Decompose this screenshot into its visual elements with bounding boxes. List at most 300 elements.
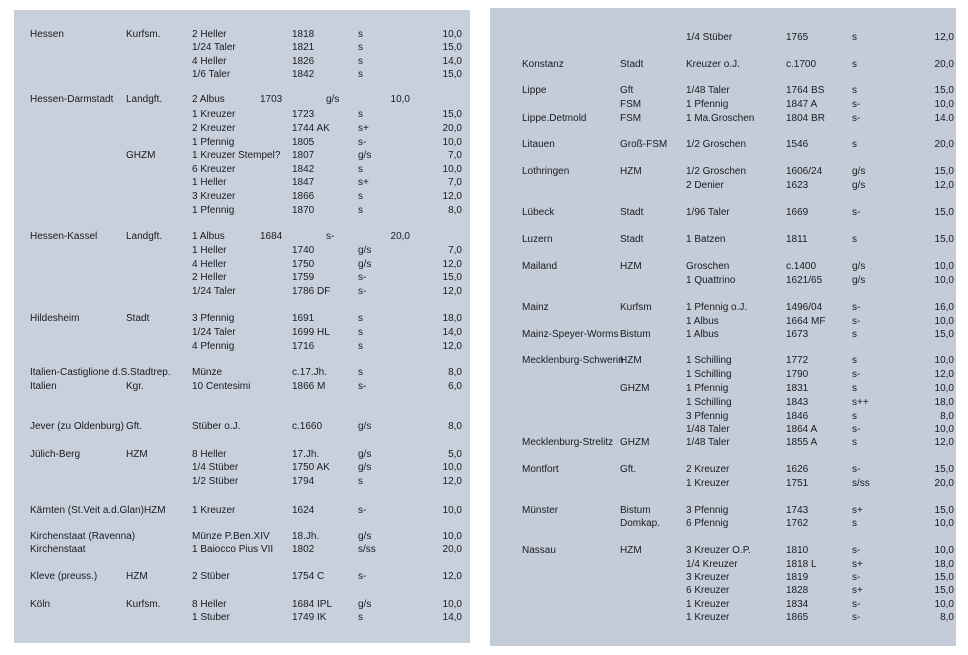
cell-type: Gft — [620, 85, 634, 96]
cell-coin: 2 Denier — [686, 180, 724, 191]
cell-region: Litauen — [522, 139, 555, 150]
catalog-row — [14, 28, 470, 41]
cell-grade: s — [358, 205, 363, 216]
cell-coin: Münze — [192, 367, 223, 378]
cell-coin: 8 Heller — [192, 599, 227, 610]
catalog-row — [14, 420, 470, 433]
cell-grade: g/s — [358, 531, 372, 542]
cell-coin: 1 Pfennig — [686, 99, 729, 110]
cell-year: 1743 — [786, 505, 809, 516]
cell-price: 20,0 — [442, 544, 462, 555]
catalog-row — [490, 301, 956, 314]
catalog-row — [14, 176, 470, 189]
cell-grade: s/ss — [358, 544, 376, 555]
cell-year: c.1700 — [786, 59, 817, 70]
cell-year: 1754 C — [292, 571, 325, 582]
cell-price: 5,0 — [448, 449, 462, 460]
cell-year: 1804 BR — [786, 113, 825, 124]
cell-type: HZM — [620, 166, 642, 177]
catalog-row — [490, 463, 956, 476]
cell-grade: s — [358, 341, 363, 352]
catalog-row — [490, 368, 956, 381]
cell-grade: s — [358, 313, 363, 324]
cell-grade: s — [852, 329, 857, 340]
cell-grade: s- — [852, 424, 861, 435]
cell-region: Italien — [30, 381, 57, 392]
cell-coin: 1 Ma.Groschen — [686, 113, 755, 124]
catalog-row — [490, 558, 956, 571]
cell-region: Mecklenburg-Strelitz — [522, 437, 614, 448]
cell-price: 6,0 — [448, 381, 462, 392]
cell-type: FSM — [620, 99, 642, 110]
cell-price: 14,0 — [442, 612, 462, 623]
cell-type: Landgft. — [126, 94, 163, 105]
cell-grade: s — [358, 69, 363, 80]
cell-type: Gft. — [126, 421, 143, 432]
cell-coin: 1 Quattrino — [686, 275, 736, 286]
catalog-row — [14, 230, 470, 243]
cell-region: Lippe.Detmold — [522, 113, 587, 124]
cell-price: 15,0 — [934, 464, 954, 475]
catalog-row — [490, 58, 956, 71]
cell-coin: 1 Albus — [192, 231, 225, 242]
catalog-row — [490, 274, 956, 287]
cell-coin: 2 Stüber — [192, 571, 230, 582]
cell-coin: 2 Albus — [192, 94, 225, 105]
cell-type: HZM — [620, 545, 642, 556]
cell-price: 15,0 — [934, 329, 954, 340]
catalog-row — [490, 423, 956, 436]
cell-grade: g/s — [852, 275, 866, 286]
catalog-row — [14, 340, 470, 353]
catalog-row — [14, 271, 470, 284]
catalog-row — [490, 84, 956, 97]
cell-year: 1842 — [292, 164, 315, 175]
catalog-row — [14, 149, 470, 162]
cell-type: HZM — [620, 261, 642, 272]
catalog-row — [490, 504, 956, 517]
cell-price: 18,0 — [934, 397, 954, 408]
catalog-page-right — [490, 8, 956, 646]
cell-price: 10,0 — [934, 261, 954, 272]
cell-coin: 1 Heller — [192, 245, 227, 256]
catalog-row — [14, 504, 470, 517]
cell-coin: 1/4 Kreuzer — [686, 559, 738, 570]
cell-region: Kleve (preuss.) — [30, 571, 98, 582]
cell-grade: s — [358, 476, 363, 487]
catalog-row — [14, 285, 470, 298]
cell-coin: 1 Schilling — [686, 369, 732, 380]
cell-year: 1546 — [786, 139, 809, 150]
cell-type: HZM — [126, 449, 148, 460]
cell-price: 10,0 — [934, 424, 954, 435]
cell-year: 1847 — [292, 177, 315, 188]
cell-price: 12,0 — [442, 286, 462, 297]
cell-coin: 3 Kreuzer — [686, 572, 730, 583]
cell-coin: 1/96 Taler — [686, 207, 730, 218]
cell-coin: 6 Kreuzer — [686, 585, 730, 596]
cell-price: 15,0 — [934, 166, 954, 177]
cell-price: 10,0 — [934, 599, 954, 610]
cell-region: Italien-Castiglione d.S.Stadtrep. — [30, 367, 171, 378]
cell-region: Lippe — [522, 85, 547, 96]
cell-coin: 1 Schilling — [686, 397, 732, 408]
cell-price: 8,0 — [448, 205, 462, 216]
catalog-row — [14, 258, 470, 271]
cell-grade: g/s — [852, 166, 866, 177]
cell-year: c.1400 — [786, 261, 817, 272]
cell-price: 15,0 — [442, 69, 462, 80]
cell-grade: s- — [852, 464, 861, 475]
cell-coin: 1/24 Taler — [192, 286, 236, 297]
catalog-row — [490, 206, 956, 219]
catalog-row — [14, 543, 470, 556]
cell-price: 12,0 — [934, 32, 954, 43]
cell-coin: 1 Pfennig — [192, 137, 235, 148]
cell-price: 15,0 — [934, 505, 954, 516]
cell-year: 1764 BS — [786, 85, 825, 96]
cell-price: 15,0 — [442, 272, 462, 283]
catalog-row — [490, 98, 956, 111]
catalog-row — [14, 380, 470, 393]
cell-price: 10,0 — [442, 462, 462, 473]
catalog-row — [490, 598, 956, 611]
cell-year: 1765 — [786, 32, 809, 43]
cell-price: 12,0 — [442, 476, 462, 487]
cell-region: Hessen-Darmstadt — [30, 94, 114, 105]
cell-coin: 1 Kreuzer — [686, 612, 730, 623]
cell-grade: s — [852, 411, 857, 422]
cell-year: 1847 A — [786, 99, 818, 110]
cell-year: 1750 — [292, 259, 315, 270]
cell-region: Konstanz — [522, 59, 564, 70]
cell-price: 7,0 — [448, 177, 462, 188]
catalog-row — [490, 477, 956, 490]
cell-price: 10,0 — [934, 545, 954, 556]
cell-grade: g/s — [358, 449, 372, 460]
cell-year: 1828 — [786, 585, 809, 596]
cell-grade: g/s — [852, 261, 866, 272]
catalog-row — [490, 165, 956, 178]
cell-year: 1826 — [292, 56, 315, 67]
cell-price: 15,0 — [934, 234, 954, 245]
cell-grade: s- — [852, 302, 861, 313]
cell-year: 1623 — [786, 180, 809, 191]
cell-price: 10,0 — [934, 275, 954, 286]
cell-price: 10,0 — [442, 599, 462, 610]
catalog-row — [490, 328, 956, 341]
cell-coin: 1 Pfennig o.J. — [686, 302, 748, 313]
cell-coin: 4 Heller — [192, 56, 227, 67]
cell-grade: s+ — [358, 177, 369, 188]
cell-coin: 1 Batzen — [686, 234, 726, 245]
cell-grade: s- — [852, 99, 861, 110]
catalog-row — [14, 122, 470, 135]
catalog-row — [14, 93, 470, 106]
cell-grade: s- — [852, 316, 861, 327]
cell-grade: g/s — [358, 421, 372, 432]
cell-price: 18,0 — [934, 559, 954, 570]
cell-price: 10,0 — [442, 505, 462, 516]
cell-year: 1846 — [786, 411, 809, 422]
cell-type: Kurfsm. — [126, 599, 161, 610]
catalog-row — [490, 179, 956, 192]
cell-coin: 1/2 Groschen — [686, 166, 747, 177]
cell-coin: 1 Schilling — [686, 355, 732, 366]
catalog-row — [14, 448, 470, 461]
cell-price: 10,0 — [390, 94, 410, 105]
cell-coin: 1/2 Stüber — [192, 476, 239, 487]
catalog-row — [14, 475, 470, 488]
cell-year: 1790 — [786, 369, 809, 380]
cell-price: 8,0 — [448, 421, 462, 432]
cell-grade: s- — [358, 505, 367, 516]
catalog-row — [490, 31, 956, 44]
cell-year: c.17.Jh. — [292, 367, 328, 378]
cell-type: GHZM — [620, 437, 650, 448]
cell-coin: 2 Heller — [192, 29, 227, 40]
catalog-row — [14, 570, 470, 583]
cell-price: 12,0 — [934, 369, 954, 380]
cell-price: 20,0 — [934, 59, 954, 70]
cell-coin: 1/4 Stüber — [686, 32, 733, 43]
cell-type: Kurfsm. — [126, 29, 161, 40]
cell-year: 1750 AK — [292, 462, 330, 473]
cell-year: 1762 — [786, 518, 809, 529]
catalog-row — [490, 260, 956, 273]
cell-coin: 1 Albus — [686, 329, 719, 340]
cell-price: 7,0 — [448, 245, 462, 256]
cell-grade: s — [358, 109, 363, 120]
cell-grade: s — [358, 29, 363, 40]
cell-region: Nassau — [522, 545, 556, 556]
catalog-row — [14, 108, 470, 121]
catalog-row — [490, 517, 956, 530]
cell-year: 1811 — [786, 234, 808, 245]
cell-grade: s++ — [852, 397, 869, 408]
cell-price: 10,0 — [442, 29, 462, 40]
cell-region: Jever (zu Oldenburg) — [30, 421, 124, 432]
cell-type: Stadt — [620, 234, 644, 245]
cell-year: 1821 — [292, 42, 315, 53]
catalog-row — [14, 68, 470, 81]
cell-year: 1621/65 — [786, 275, 823, 286]
cell-region: Kirchenstaat (Ravenna) — [30, 531, 136, 542]
cell-year: 1723 — [292, 109, 315, 120]
cell-grade: s — [852, 355, 857, 366]
cell-region: Kirchenstaat — [30, 544, 86, 555]
catalog-row — [490, 544, 956, 557]
cell-price: 7,0 — [448, 150, 462, 161]
cell-region: Mainz — [522, 302, 549, 313]
cell-year: 17.Jh. — [292, 449, 320, 460]
cell-price: 10,0 — [442, 164, 462, 175]
cell-region: Münster — [522, 505, 559, 516]
cell-price: 12,0 — [934, 180, 954, 191]
cell-type: Groß-FSM — [620, 139, 668, 150]
cell-price: 10,0 — [934, 518, 954, 529]
cell-grade: s — [358, 56, 363, 67]
cell-region: Luzern — [522, 234, 553, 245]
cell-grade: s- — [852, 612, 861, 623]
cell-price: 8,0 — [940, 411, 954, 422]
cell-coin: Groschen — [686, 261, 730, 272]
cell-year: 1866 M — [292, 381, 326, 392]
cell-type: Landgft. — [126, 231, 163, 242]
cell-year: 1749 IK — [292, 612, 327, 623]
cell-type: HZM — [620, 355, 642, 366]
cell-coin: 3 Kreuzer — [192, 191, 236, 202]
cell-coin: 1/6 Taler — [192, 69, 231, 80]
cell-grade: s — [852, 518, 857, 529]
cell-grade: g/s — [358, 462, 372, 473]
cell-year: 1673 — [786, 329, 809, 340]
cell-grade: s — [358, 42, 363, 53]
cell-year: 1818 L — [786, 559, 817, 570]
cell-year: 1626 — [786, 464, 809, 475]
catalog-row — [490, 382, 956, 395]
cell-price: 16,0 — [934, 302, 954, 313]
cell-year: 1669 — [786, 207, 809, 218]
cell-grade: s+ — [852, 559, 863, 570]
cell-type: Bistum — [620, 329, 651, 340]
cell-price: 10,0 — [934, 383, 954, 394]
cell-region: Kärnten (St.Veit a.d.Glan)HZM — [30, 505, 166, 516]
cell-year: 1864 A — [786, 424, 818, 435]
cell-year: 1834 — [786, 599, 809, 610]
catalog-row — [490, 436, 956, 449]
cell-grade: s- — [358, 286, 367, 297]
cell-year: 1786 DF — [292, 286, 331, 297]
cell-year: 1751 — [786, 478, 809, 489]
cell-type: Gft. — [620, 464, 637, 475]
cell-price: 12,0 — [934, 437, 954, 448]
cell-grade: s/ss — [852, 478, 870, 489]
cell-price: 20,0 — [934, 478, 954, 489]
cell-price: 10,0 — [934, 99, 954, 110]
cell-type: Kgr. — [126, 381, 144, 392]
catalog-row — [14, 611, 470, 624]
cell-year: 1870 — [292, 205, 315, 216]
cell-year: 1772 — [786, 355, 809, 366]
cell-region: Montfort — [522, 464, 559, 475]
cell-grade: g/s — [358, 599, 372, 610]
cell-region: Mailand — [522, 261, 558, 272]
cell-coin: Kreuzer o.J. — [686, 59, 740, 70]
catalog-page-left — [14, 10, 470, 643]
cell-region: Hessen-Kassel — [30, 231, 98, 242]
cell-price: 14,0 — [442, 327, 462, 338]
cell-type: Domkap. — [620, 518, 661, 529]
cell-price: 14,0 — [442, 56, 462, 67]
cell-grade: s — [852, 437, 857, 448]
catalog-row — [14, 204, 470, 217]
catalog-row — [14, 598, 470, 611]
cell-coin: 1 Albus — [686, 316, 719, 327]
catalog-row — [490, 354, 956, 367]
cell-grade: s- — [852, 572, 861, 583]
cell-region: Köln — [30, 599, 51, 610]
cell-coin: 1 Kreuzer — [686, 478, 730, 489]
cell-price: 20,0 — [390, 231, 410, 242]
cell-price: 15,0 — [442, 42, 462, 53]
cell-coin: 6 Kreuzer — [192, 164, 236, 175]
cell-year: 1807 — [292, 150, 315, 161]
cell-grade: s — [852, 383, 857, 394]
cell-grade: g/s — [358, 150, 372, 161]
cell-coin: 1/4 Stüber — [192, 462, 239, 473]
cell-grade: s — [358, 191, 363, 202]
cell-type: Stadt — [620, 207, 644, 218]
catalog-row — [14, 163, 470, 176]
cell-coin: 1/48 Taler — [686, 437, 730, 448]
cell-grade: s — [358, 612, 363, 623]
cell-coin: 8 Heller — [192, 449, 227, 460]
cell-grade: g/s — [358, 259, 372, 270]
cell-coin: 2 Kreuzer — [686, 464, 730, 475]
catalog-row — [14, 530, 470, 543]
catalog-row — [490, 584, 956, 597]
cell-grade: s- — [852, 207, 861, 218]
cell-coin: 6 Pfennig — [686, 518, 729, 529]
cell-grade: s — [852, 32, 857, 43]
catalog-row — [490, 233, 956, 246]
cell-grade: s+ — [852, 585, 863, 596]
cell-coin: 3 Kreuzer O.P. — [686, 545, 751, 556]
cell-grade: s — [358, 164, 363, 175]
cell-coin: 1/24 Taler — [192, 42, 236, 53]
cell-coin: 1 Kreuzer — [192, 109, 236, 120]
cell-region: Hildesheim — [30, 313, 80, 324]
cell-coin: 1 Baiocco Pius VII — [192, 544, 274, 555]
cell-region: Jülich-Berg — [30, 449, 81, 460]
cell-grade: s- — [852, 545, 861, 556]
catalog-row — [490, 571, 956, 584]
catalog-row — [14, 55, 470, 68]
cell-year: 1855 A — [786, 437, 818, 448]
cell-year: c.1660 — [292, 421, 323, 432]
cell-year: 1802 — [292, 544, 315, 555]
catalog-row — [14, 366, 470, 379]
cell-year: 1684 — [260, 231, 283, 242]
cell-grade: s — [852, 85, 857, 96]
cell-grade: s- — [852, 369, 861, 380]
catalog-row — [490, 138, 956, 151]
cell-coin: 1 Pfennig — [686, 383, 729, 394]
cell-type: Stadt — [126, 313, 150, 324]
catalog-row — [14, 312, 470, 325]
cell-year: 1865 — [786, 612, 809, 623]
cell-coin: 4 Pfennig — [192, 341, 235, 352]
cell-type: Bistum — [620, 505, 651, 516]
catalog-row — [14, 326, 470, 339]
cell-price: 20,0 — [934, 139, 954, 150]
cell-price: 18,0 — [442, 313, 462, 324]
cell-year: 1831 — [786, 383, 809, 394]
cell-year: 1684 IPL — [292, 599, 333, 610]
cell-year: 1805 — [292, 137, 315, 148]
cell-grade: s- — [358, 381, 367, 392]
cell-coin: 3 Pfennig — [192, 313, 235, 324]
cell-price: 12,0 — [442, 259, 462, 270]
cell-coin: 1/48 Taler — [686, 85, 730, 96]
cell-year: 1691 — [292, 313, 315, 324]
cell-price: 20,0 — [442, 123, 462, 134]
cell-year: 1496/04 — [786, 302, 823, 313]
cell-year: 1664 MF — [786, 316, 826, 327]
cell-year: 1703 — [260, 94, 283, 105]
cell-grade: s- — [852, 599, 861, 610]
